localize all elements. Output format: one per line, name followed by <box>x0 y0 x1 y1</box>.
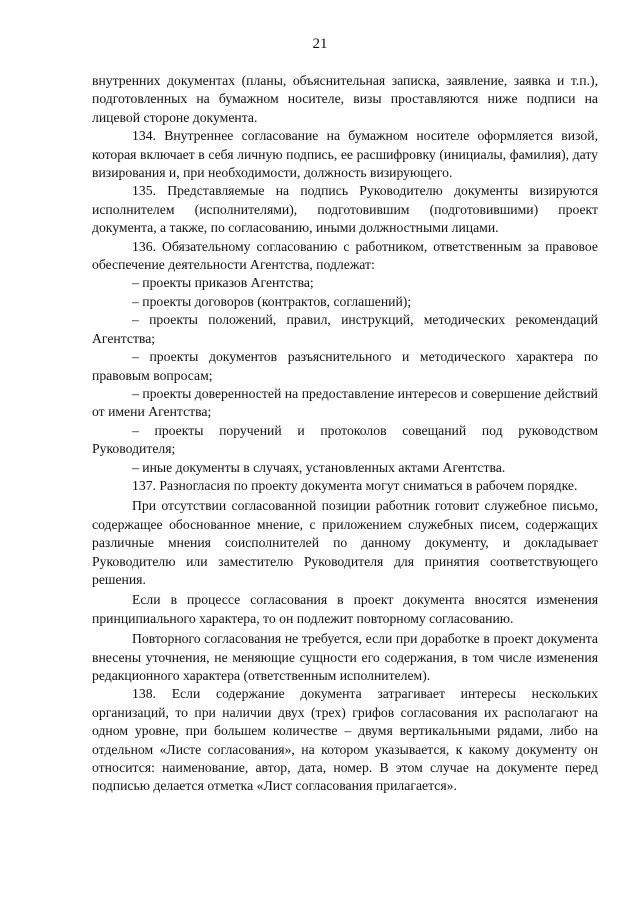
paragraph: – проекты договоров (контрактов, соглашений); <box>132 293 412 309</box>
paragraph: Если в процессе согласования в проект документа вносятся изменения принципиального характера, то он подлежит повторному согласованию. <box>92 592 598 626</box>
paragraph: – проекты поручений и протоколов совещаний под руководством Руководителя; <box>92 422 598 457</box>
paragraph: – иные документы в случаях, установленных актами Агентства. <box>132 459 506 475</box>
paragraph: – проекты положений, правил, инструкций, методических рекомендаций Агентства; <box>92 312 598 346</box>
paragraph: внутренних документах (планы, объяснительная записка, заявление, заявка и т.п.), подготовленных на бумажном носителе, визы проставляются ниже подписи на лицевой стороне документа. <box>92 73 598 125</box>
paragraph: 137. Разногласия по проекту документа могут сниматься в рабочем порядке. <box>132 477 578 493</box>
paragraph: – проекты приказов Агентства; <box>132 275 314 291</box>
paragraph: 138. Если содержание документа затрагивает интересы нескольких организаций, то при наличии двух (трех) грифов согласования их располагают на одном уровне, при большем количестве – двумя вертикальными рядами, либо на отдельном «Листе согласования», на котором указывается, к какому документу он относится: наименование, автор, дата, номер. В этом случае на документе перед подписью делается отметка «Лист согласования прилагается». <box>92 686 598 794</box>
page-number: 21 <box>312 36 328 52</box>
paragraph: – проекты документов разъяснительного и методического характера по правовым вопросам; <box>92 349 598 383</box>
paragraph: 135. Представляемые на подпись Руководителю документы визируются исполнителем (исполнителями), подготовившим (подготовившими) проект документа, а также, по согласованию, иными должностными лицами. <box>92 183 598 236</box>
paragraph: При отсутствии согласованной позиции работник готовит служебное письмо, содержащее обоснованное мнение, с приложением служебных писем, содержащих различные мнения соисполнителей по данному документу, и докладывает Руководителю или заместителю Руководителя для принятия соответствующего решения. <box>92 498 598 587</box>
document-body <box>92 72 598 796</box>
paragraph: – проекты доверенностей на предоставление интересов и совершение действий от имени Агентства; <box>92 385 598 420</box>
paragraph: 134. Внутреннее согласование на бумажном носителе оформляется визой, которая включает в себя личную подпись, ее расшифровку (инициалы, фамилия), дату визирования и, при необходимости, должность визирующего. <box>92 128 598 181</box>
paragraph: 136. Обязательному согласованию с работником, ответственным за правовое обеспечение деятельности Агентства, подлежат: <box>92 238 598 273</box>
paragraph: Повторного согласования не требуется, если при доработке в проект документа внесены уточнения, не меняющие сущности его содержания, в том числе изменения редакционного характера (ответственным исполнителем). <box>92 631 598 683</box>
